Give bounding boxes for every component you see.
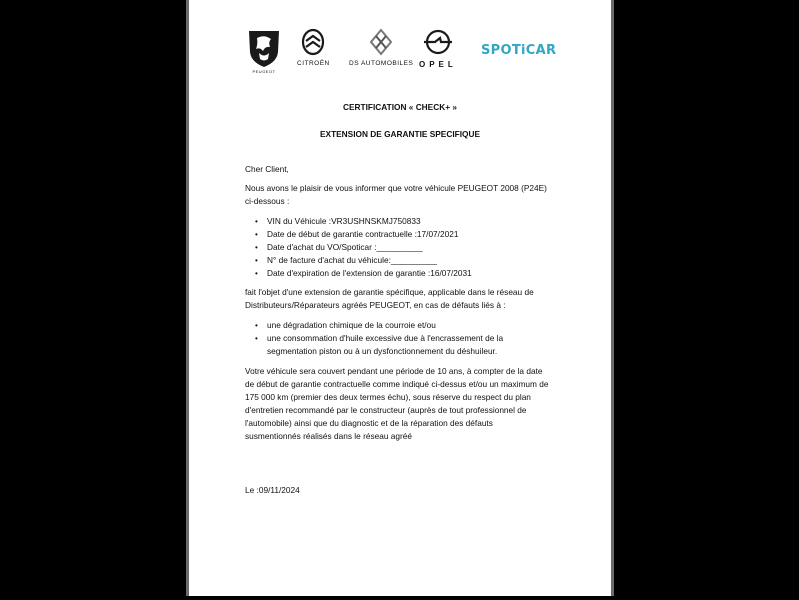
- terms-paragraph-line: de début de garantie contractuelle comme indiqué ci-dessus et/ou un maximum de: [245, 379, 549, 389]
- list-item: • une dégradation chimique de la courroie et/ou: [255, 320, 436, 330]
- citroen-logo: CITROËN: [297, 28, 330, 67]
- greeting: Cher Client,: [245, 164, 289, 174]
- list-item-continuation: segmentation piston ou à un dysfonctionnement du déshuileur.: [267, 346, 498, 356]
- document-subtitle: EXTENSION DE GARANTIE SPECIFIQUE: [320, 129, 480, 139]
- list-item: • N° de facture d'achat du véhicule:__________: [255, 255, 438, 265]
- terms-paragraph-line: d'entretien recommandé par le constructeur (auprès de tout professionnel de: [245, 405, 527, 415]
- terms-paragraph-line: Votre véhicule sera couvert pendant une période de 10 ans, à compter de la date: [245, 366, 543, 376]
- document-title: CERTIFICATION « CHECK+ »: [343, 102, 457, 112]
- document-page: [186, 0, 614, 596]
- terms-paragraph-line: susmentionnés réalisés dans le réseau agréé: [245, 431, 412, 441]
- terms-paragraph-line: 175 000 km (premier des deux termes échu), sous réserve du respect du plan: [245, 392, 531, 402]
- intro-line: Nous avons le plaisir de vous informer que votre véhicule PEUGEOT 2008 (P24E): [245, 183, 547, 193]
- coverage-paragraph-line: Distributeurs/Réparateurs agréés PEUGEOT, en cas de défauts liés à :: [245, 300, 506, 310]
- opel-blitz-icon: [423, 28, 453, 56]
- ds-emblem-icon: [367, 28, 395, 56]
- terms-paragraph-line: l'automobile) ainsi que du diagnostic et de la réparation des défauts: [245, 418, 493, 428]
- document-date: Le :09/11/2024: [245, 485, 300, 495]
- opel-logo: OPEL: [419, 28, 457, 69]
- citroen-chevrons-icon: [300, 28, 326, 56]
- coverage-paragraph-line: fait l'objet d'une extension de garantie spécifique, applicable dans le réseau de: [245, 287, 534, 297]
- list-item: • Date d'achat du VO/Spoticar :__________: [255, 242, 423, 252]
- ds-automobiles-logo: DS AUTOMOBILES: [349, 28, 413, 67]
- list-item: • Date de début de garantie contractuelle :17/07/2021: [255, 229, 459, 239]
- peugeot-lion-icon: [247, 28, 281, 68]
- spoticar-logo: SPOTiCAR: [481, 43, 557, 58]
- list-item: • une consommation d'huile excessive due à l'encrassement de la: [255, 333, 504, 343]
- peugeot-logo: PEUGEOT: [247, 28, 281, 74]
- brand-logos: [189, 28, 611, 78]
- list-item: • Date d'expiration de l'extension de garantie :16/07/2031: [255, 268, 472, 278]
- list-item: • VIN du Véhicule :VR3USHNSKMJ750833: [255, 216, 421, 226]
- intro-line: ci-dessous :: [245, 196, 290, 206]
